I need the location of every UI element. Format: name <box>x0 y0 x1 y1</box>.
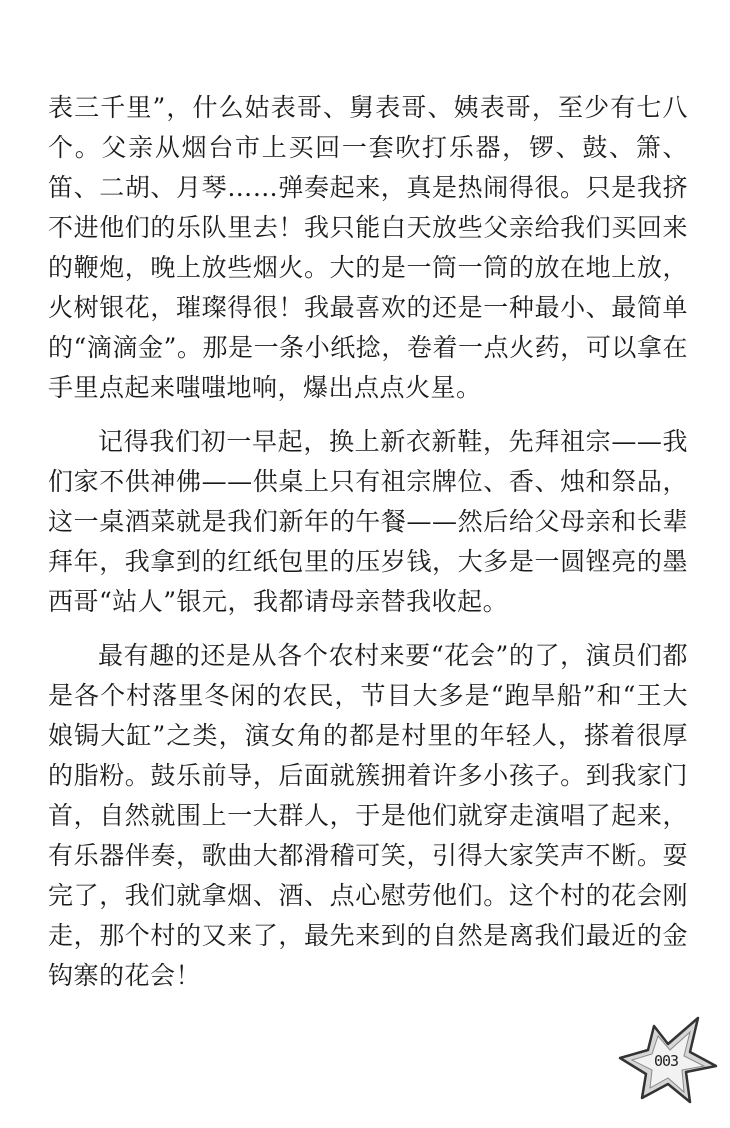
page-number: 003 <box>653 1052 679 1070</box>
paragraph-2: 记得我们初一早起，换上新衣新鞋，先拜祖宗——我们家不供神佛——供桌上只有祖宗牌位、香、烛和祭品，这一桌酒菜就是我们新年的午餐——然后给父母亲和长辈拜年，我拿到的红纸包里的压岁钱，大多是一圆铿亮的墨西哥“站人”银元，我都请母亲替我收起。 <box>48 427 688 616</box>
paragraph-3: 最有趣的还是从各个农村来要“花会”的了，演员们都是各个村落里冬闲的农民，节目大多是“跑旱船”和“王大娘锔大缸”之类，演女角的都是村里的年轻人，搽着很厚的脂粉。鼓乐前导，后面就簇拥着许多小孩子。到我家门首，自然就围上一大群人，于是他们就穿走演唱了起来，有乐器伴奏，歌曲大都滑稽可笑，引得大家笑声不断。耍完了，我们就拿烟、酒、点心慰劳他们。这个村的花会刚走，那个村的又来了，最先来到的自然是离我们最近的金钩寨的花会！ <box>48 641 688 990</box>
paragraph-1: 表三千里”，什么姑表哥、舅表哥、姨表哥，至少有七八个。父亲从烟台市上买回一套吹打乐器，锣、鼓、箫、笛、二胡、月琴……弹奏起来，真是热闹得很。只是我挤不进他们的乐队里去！我只能白天放些父亲给我们买回来的鞭炮，晚上放些烟火。大的是一筒一筒的放在地上放，火树银花，璀璨得很！我最喜欢的还是一种最小、最简单的“滴滴金”。那是一条小纸捻，卷着一点火药，可以拿在手里点起来嗤嗤地响，爆出点点火星。 <box>48 93 688 402</box>
page-body <box>48 88 688 1010</box>
